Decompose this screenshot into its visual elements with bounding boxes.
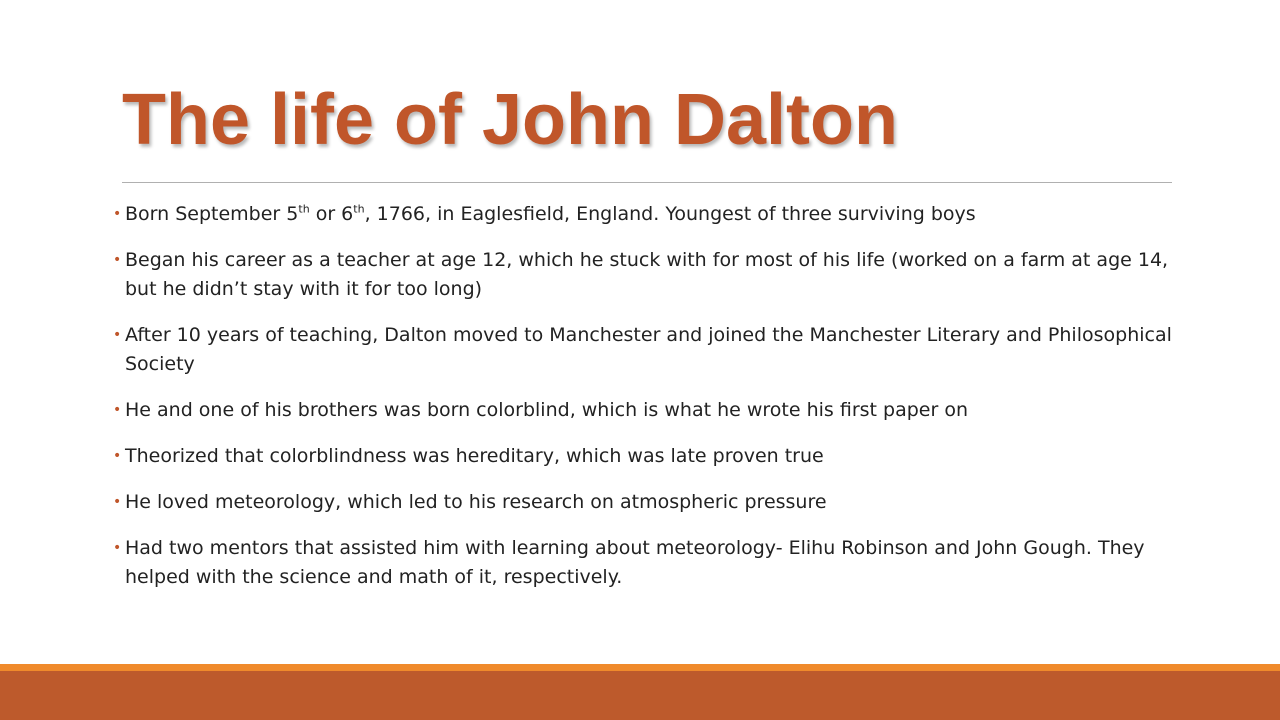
- bullet-text: Theorized that colorblindness was hereditary, which was late proven true: [125, 445, 824, 467]
- bullet-marker: •: [113, 494, 122, 510]
- bullet-list: [113, 200, 1175, 609]
- bullet-item-2: [113, 246, 1175, 304]
- bullet-item-7: [113, 534, 1175, 592]
- slide-title: The life of John Dalton: [122, 80, 898, 160]
- bullet-item-6: [113, 488, 1175, 517]
- bullet-marker: •: [113, 206, 122, 222]
- bullet-text: Began his career as a teacher at age 12, which he stuck with for most of his life (worked on a farm at age 14, but he didn’t stay with it for too long): [125, 249, 1169, 300]
- bullet-text: Had two mentors that assisted him with learning about meteorology- Elihu Robinson and John Gough. They helped with the science and math of it, respectively.: [125, 537, 1145, 588]
- title-divider: [122, 182, 1172, 183]
- bullet-item-5: [113, 442, 1175, 471]
- bullet-text: After 10 years of teaching, Dalton moved to Manchester and joined the Manchester Literary and Philosophical Society: [125, 324, 1172, 375]
- bullet-marker: •: [113, 448, 122, 464]
- bullet-item-1: [113, 200, 1175, 229]
- bullet-text: He loved meteorology, which led to his research on atmospheric pressure: [125, 491, 827, 513]
- ordinal-suffix: th: [353, 202, 365, 216]
- bullet-marker: •: [113, 402, 122, 418]
- footer-bar: [0, 671, 1280, 720]
- bullet-item-4: [113, 396, 1175, 425]
- bullet-text: He and one of his brothers was born colorblind, which is what he wrote his first paper on: [125, 399, 968, 421]
- bullet-item-3: [113, 321, 1175, 379]
- ordinal-suffix: th: [298, 202, 310, 216]
- bullet-marker: •: [113, 252, 122, 268]
- bullet-text: Born September 5th or 6th, 1766, in Eaglesfield, England. Youngest of three surviving boys: [125, 202, 976, 225]
- bullet-marker: •: [113, 540, 122, 556]
- footer-accent-stripe: [0, 664, 1280, 671]
- bullet-marker: •: [113, 327, 122, 343]
